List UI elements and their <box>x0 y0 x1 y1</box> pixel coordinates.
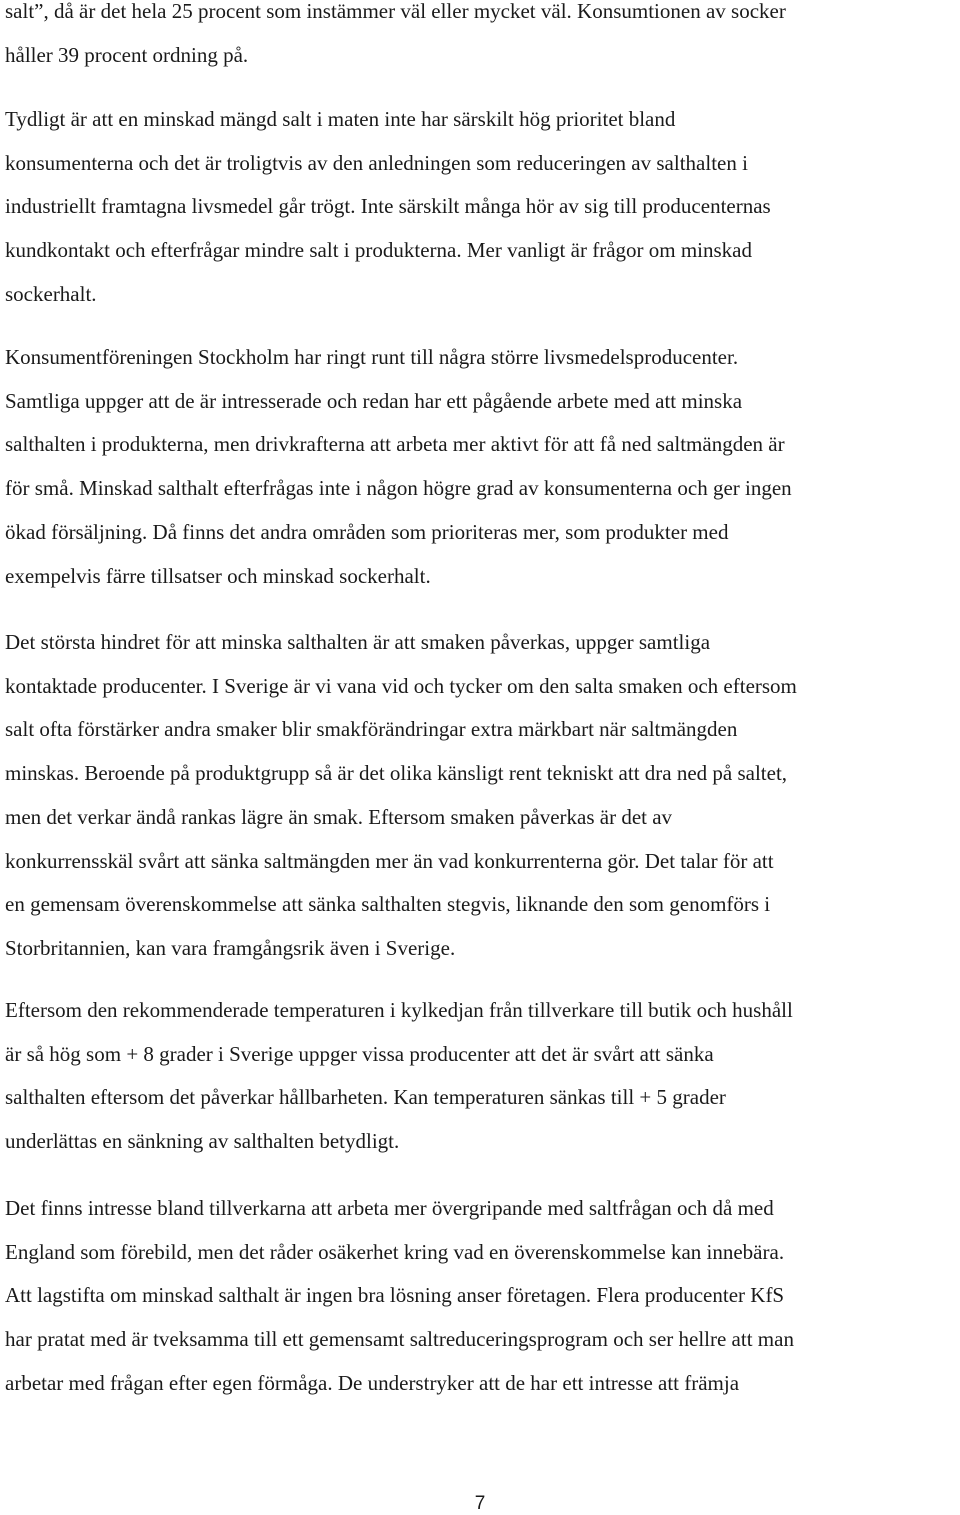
text-line: Eftersom den rekommenderade temperaturen i kylkedjan från tillverkare till butik och hushåll <box>5 998 793 1022</box>
text-line: Tydligt är att en minskad mängd salt i maten inte har särskilt hög prioritet bland <box>5 107 676 131</box>
text-line: har pratat med är tveksamma till ett gemensamt saltreduceringsprogram och ser hellre att man <box>5 1327 794 1352</box>
text-line: minskas. Beroende på produktgrupp så är det olika känsligt rent tekniskt att dra ned på saltet, <box>5 761 788 786</box>
text-line: kontaktade producenter. I Sverige är vi vana vid och tycker om den salta smaken och eftersom <box>5 673 797 698</box>
text-line: Det största hindret för att minska salthalten är att smaken påverkas, uppger samtliga <box>5 630 711 654</box>
text-line: håller 39 procent ordning på. <box>5 42 249 67</box>
text-line: Att lagstifta om minskad salthalt är ingen bra lösning anser företagen. Flera producenter KfS <box>5 1283 785 1308</box>
text-line: är så hög som + 8 grader i Sverige uppger vissa producenter att det är svårt att sänka <box>5 1041 714 1066</box>
text-line: kundkontakt och efterfrågar mindre salt i produkterna. Mer vanligt är frågor om minskad <box>5 238 753 263</box>
text-line: men det verkar ändå rankas lägre än smak. Eftersom smaken påverkas är det av <box>5 804 673 829</box>
text-line: Konsumentföreningen Stockholm har ringt runt till några större livsmedelsproducenter. <box>5 345 739 369</box>
text-line: Samtliga uppger att de är intresserade och redan har ett pågående arbete med att minska <box>5 388 743 413</box>
text-line: salt ofta förstärker andra smaker blir smakförändringar extra märkbart när saltmängden <box>5 717 738 742</box>
text-line: ökad försäljning. Då finns det andra områden som prioriteras mer, som produkter med <box>5 519 729 544</box>
text-line: Det finns intresse bland tillverkarna att arbeta mer övergripande med saltfrågan och då med <box>5 1196 774 1220</box>
text-line: arbetar med frågan efter egen förmåga. De understryker att de har ett intresse att främja <box>5 1370 740 1395</box>
text-line: salt”, då är det hela 25 procent som instämmer väl eller mycket väl. Konsumtionen av socker <box>5 0 786 23</box>
text-line: exempelvis färre tillsatser och minskad sockerhalt. <box>5 563 431 588</box>
text-line: salthalten eftersom det påverkar hållbarheten. Kan temperaturen sänkas till + 5 grader <box>5 1085 726 1110</box>
text-line: för små. Minskad salthalt efterfrågas inte i någon högre grad av konsumenterna och ger ingen <box>5 476 792 501</box>
text-line: underlättas en sänkning av salthalten betydligt. <box>5 1129 400 1154</box>
text-line: Storbritannien, kan vara framgångsrik även i Sverige. <box>5 935 456 960</box>
text-line: sockerhalt. <box>5 281 97 306</box>
text-line: konsumenterna och det är troligtvis av den anledningen som reduceringen av salthalten i <box>5 150 748 175</box>
text-line: salthalten i produkterna, men drivkrafterna att arbeta mer aktivt för att få ned saltmängden är <box>5 432 785 457</box>
text-line: en gemensam överenskommelse att sänka salthalten stegvis, liknande den som genomförs i <box>5 892 771 917</box>
page-number: 7 <box>474 1493 486 1514</box>
text-line: konkurrensskäl svårt att sänka saltmängden mer än vad konkurrenterna gör. Det talar för att <box>5 848 774 873</box>
text-line: industriellt framtagna livsmedel går trögt. Inte särskilt många hör av sig till producenternas <box>5 194 771 219</box>
text-line: England som förebild, men det råder osäkerhet kring vad en överenskommelse kan innebära. <box>5 1239 785 1264</box>
